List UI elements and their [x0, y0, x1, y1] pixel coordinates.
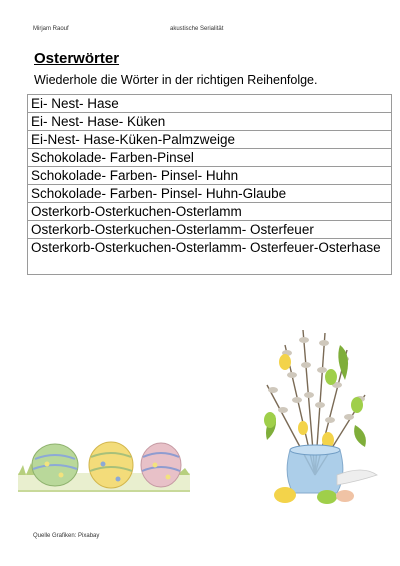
hanging-eggs — [264, 354, 363, 448]
table-cell: Osterkorb-Osterkuchen-Osterlamm- Osterfeuer-Osterhase — [28, 239, 392, 275]
table-cell: Osterkorb-Osterkuchen-Osterlamm- Osterfeuer — [28, 221, 392, 239]
table-row — [28, 203, 392, 221]
easter-bouquet-image — [245, 325, 385, 510]
table-cell: Osterkorb-Osterkuchen-Osterlamm — [28, 203, 392, 221]
header-author: Mirjam Raouf — [33, 26, 69, 32]
table-cell: Ei- Nest- Hase — [28, 95, 392, 113]
page-title: Osterwörter — [34, 50, 120, 67]
egg-green — [32, 444, 78, 486]
table-row — [28, 95, 392, 113]
table-row — [28, 239, 392, 275]
table-cell: Ei-Nest- Hase-Küken-Palmzweige — [28, 131, 392, 149]
table-cell: Schokolade- Farben- Pinsel- Huhn — [28, 167, 392, 185]
egg-pink — [141, 443, 181, 487]
table-cell: Schokolade- Farben-Pinsel — [28, 149, 392, 167]
egg-yellow — [89, 442, 133, 488]
table-row — [28, 167, 392, 185]
table-cell: Ei- Nest- Hase- Küken — [28, 113, 392, 131]
word-table — [27, 94, 392, 275]
footer-source: Quelle Grafiken: Pixabay — [33, 533, 100, 539]
table-row — [28, 149, 392, 167]
table-row — [28, 131, 392, 149]
table-row — [28, 221, 392, 239]
catkin-buds — [268, 337, 365, 423]
table-row — [28, 185, 392, 203]
header-topic: akustische Serialität — [170, 26, 224, 32]
table-row — [28, 113, 392, 131]
instruction-text: Wiederhole die Wörter in der richtigen Reihenfolge. — [34, 73, 318, 87]
vase — [287, 445, 343, 493]
easter-eggs-image — [15, 435, 195, 500]
table-cell: Schokolade- Farben- Pinsel- Huhn-Glaube — [28, 185, 392, 203]
